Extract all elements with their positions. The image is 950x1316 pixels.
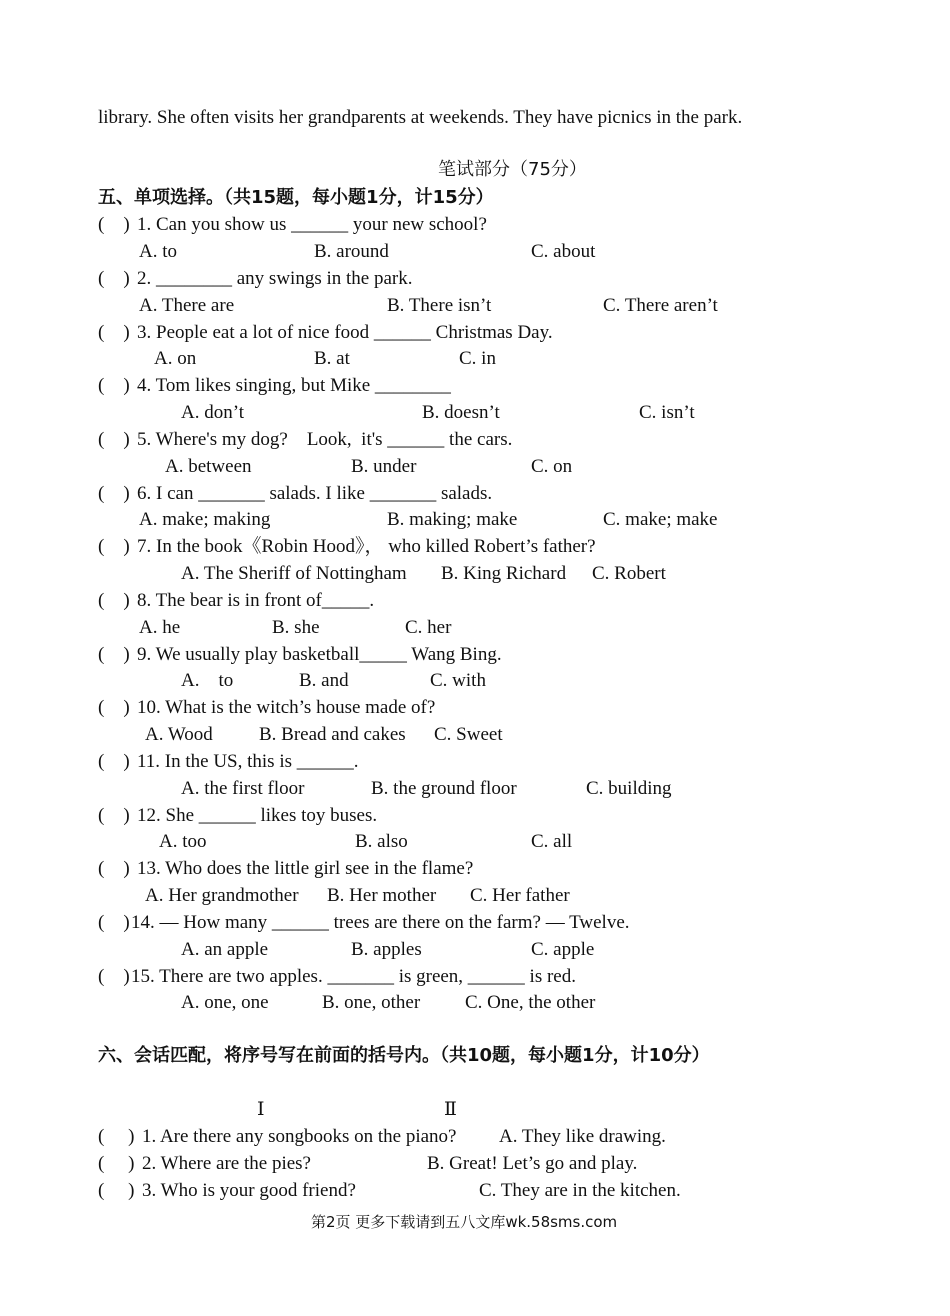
dialogue-question: 2. Where are the pies? [142, 1153, 311, 1174]
answer-paren[interactable]: ( ) [98, 536, 130, 557]
answer-paren[interactable]: ( ) [98, 483, 130, 504]
option-a: A. he [139, 617, 181, 638]
option-c: C. about [531, 241, 596, 262]
option-a: A. on [154, 348, 197, 369]
option-c: C. Her father [470, 885, 570, 906]
option-a: A. too [159, 831, 207, 852]
dialogue-question: 1. Are there any songbooks on the piano? [142, 1126, 457, 1147]
dialogue-answer: B. Great! Let’s go and play. [427, 1153, 638, 1174]
option-c: C. One, the other [465, 992, 596, 1013]
option-b: B. the ground floor [371, 778, 517, 799]
question-text: 5. Where's my dog? Look, it's ______ the cars. [137, 429, 513, 450]
question-text: 1. Can you show us ______ your new school? [137, 214, 487, 235]
answer-paren[interactable]: ( ) [98, 590, 130, 611]
answer-paren[interactable]: ( ) [98, 751, 130, 772]
question-text: 2. ________ any swings in the park. [137, 268, 413, 289]
option-b: B. King Richard [441, 563, 567, 584]
option-a: A. to [139, 241, 177, 262]
answer-paren[interactable]: ( ) [98, 214, 130, 235]
option-b: B. under [351, 456, 417, 477]
answer-paren[interactable]: ( ) [98, 1126, 135, 1147]
option-a: A. to [181, 670, 234, 691]
option-a: A. Her grandmother [145, 885, 299, 906]
question-text: 13. Who does the little girl see in the flame? [137, 858, 474, 879]
option-a: A. an apple [181, 939, 269, 960]
section6-heading: 六、会话匹配，将序号写在前面的括号内。（共10题，每小题1分，计10分） [98, 1045, 710, 1066]
dialogue-answer: C. They are in the kitchen. [479, 1180, 681, 1201]
option-a: A. make; making [139, 509, 271, 530]
option-b: B. doesn’t [422, 402, 500, 423]
option-a: A. one, one [181, 992, 269, 1013]
option-c: C. with [430, 670, 486, 691]
option-b: B. around [314, 241, 389, 262]
option-c: C. all [531, 831, 573, 852]
option-b: B. at [314, 348, 350, 369]
answer-paren[interactable]: ( ) [98, 268, 130, 289]
answer-paren[interactable]: ( ) [98, 912, 130, 933]
question-text: 14. — How many ______ trees are there on the farm? — Twelve. [131, 912, 630, 933]
option-a: A. don’t [181, 402, 244, 423]
option-c: C. Robert [592, 563, 666, 584]
option-b: B. There isn’t [387, 295, 492, 316]
option-a: A. The Sheriff of Nottingham [181, 563, 407, 584]
question-text: 6. I can _______ salads. I like _______ salads. [137, 483, 493, 504]
answer-paren[interactable]: ( ) [98, 375, 130, 396]
option-b: B. also [355, 831, 408, 852]
answer-paren[interactable]: ( ) [98, 697, 130, 718]
option-c: C. in [459, 348, 496, 369]
dialogue-answer: A. They like drawing. [499, 1126, 666, 1147]
option-b: B. Bread and cakes [259, 724, 406, 745]
answer-paren[interactable]: ( ) [98, 966, 130, 987]
question-text: 10. What is the witch’s house made of? [137, 697, 436, 718]
intro-line: library. She often visits her grandparents at weekends. They have picnics in the park. [98, 107, 743, 128]
option-b: B. one, other [322, 992, 421, 1013]
option-b: B. and [299, 670, 349, 691]
section5-heading: 五、单项选择。（共15题，每小题1分，计15分） [98, 187, 494, 208]
answer-paren[interactable]: ( ) [98, 429, 130, 450]
option-b: B. making; make [387, 509, 518, 530]
question-text: 4. Tom likes singing, but Mike ________ [137, 375, 451, 396]
option-c: C. isn’t [639, 402, 695, 423]
option-c: C. on [531, 456, 573, 477]
question-text: 8. The bear is in front of_____. [137, 590, 375, 611]
option-c: C. building [586, 778, 672, 799]
question-text: 11. In the US, this is ______. [137, 751, 359, 772]
written-part-title: 笔试部分（75分） [438, 159, 587, 180]
page-footer: 第2页 更多下载请到五八文库wk.58sms.com [311, 1213, 618, 1231]
option-a: A. There are [139, 295, 235, 316]
question-text: 7. In the book《Robin Hood》， who killed Robert’s father? [137, 536, 596, 557]
option-b: B. apples [351, 939, 422, 960]
option-a: A. Wood [145, 724, 213, 745]
answer-paren[interactable]: ( ) [98, 805, 130, 826]
answer-paren[interactable]: ( ) [98, 322, 130, 343]
option-c: C. her [405, 617, 452, 638]
question-text: 9. We usually play basketball_____ Wang Bing. [137, 644, 502, 665]
answer-paren[interactable]: ( ) [98, 644, 130, 665]
option-c: C. There aren’t [603, 295, 718, 316]
question-text: 12. She ______ likes toy buses. [137, 805, 378, 826]
option-b: B. Her mother [327, 885, 437, 906]
option-c: C. make; make [603, 509, 718, 530]
column-two-label: Ⅱ [444, 1099, 457, 1120]
answer-paren[interactable]: ( ) [98, 858, 130, 879]
option-a: A. the first floor [181, 778, 305, 799]
answer-paren[interactable]: ( ) [98, 1180, 135, 1201]
dialogue-question: 3. Who is your good friend? [142, 1180, 356, 1201]
option-c: C. apple [531, 939, 595, 960]
question-text: 3. People eat a lot of nice food ______ Christmas Day. [137, 322, 553, 343]
option-b: B. she [272, 617, 320, 638]
option-a: A. between [165, 456, 252, 477]
option-c: C. Sweet [434, 724, 503, 745]
answer-paren[interactable]: ( ) [98, 1153, 135, 1174]
column-one-label: Ⅰ [257, 1099, 265, 1120]
question-text: 15. There are two apples. _______ is green, ______ is red. [131, 966, 576, 987]
